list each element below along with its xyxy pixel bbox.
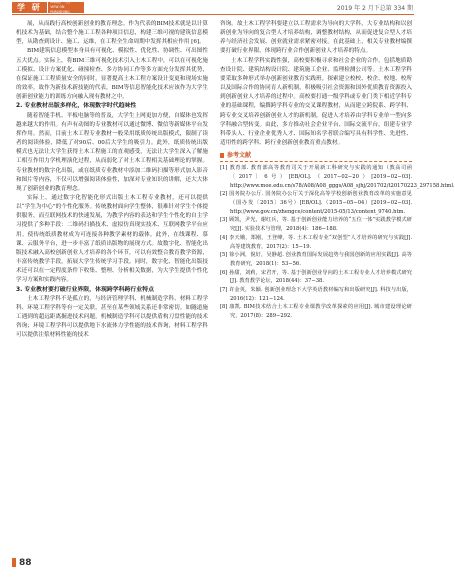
references-heading (220, 151, 412, 160)
references-list (220, 164, 455, 321)
references-marker-icon (220, 153, 224, 158)
references-section (220, 151, 455, 321)
page-header (0, 0, 427, 14)
body-paragraph: BIM建筑信息模型本身具有可视化、模拟性、优化性、协调性、可出图性五大优点。实际上，将BIM三维可视化技术引入土木工程中，可以在可视化施工模拟、设计方案优化、碰撞检查、多方协同工作等多方面充分发挥其优势，在保证施工工程质量安全的同时，显著提高土木工程方案设计变更和现场实施的效率。故作为新技术新技能的代表，BIM等信息智能化技术应该作为大学生创新创业能力的训练方向融入现有教材之中。 (16, 48, 208, 101)
page-number: 88 (19, 558, 32, 568)
right-column (220, 20, 455, 550)
body-paragraph: 土木工程学科实践性强，高校要积极寻求和社会企业的合作，包括地质勘查设计院、建筑结构设计院、建筑施工企业、监理检测公司等。土木工程学科要采取多种形式举办创新创业教育实践班。探索建立校校、校企、校地、校所以及国际合作的协同育人新机制，积极吸引社会资源和国外优质教育资源投入到创新创业人才培养的过程中。高校要打通一级学科或专业门类下相近学科专业的基础课程，编撰跨学科专业的交叉课程教材，从而建立跨院系、跨学科、跨专业交叉培养创新创业人才的新机制，促进人才培养由学科专业单一型向多学科融合型转变。由此，多方推动社会企业平台、国际交流平台，组建专业学科带头人、行业企业优秀人才、国际知名学者联合编写具有科学性、先进性、适用性的跨学科、跨行业创新创业教育重点教材。 (220, 57, 412, 147)
header-divider (12, 14, 414, 15)
reference-item: [2] 国务院办公厅. 国务院办公厅关于深化高等学校创新创业教育改革的实施意见（国办发〔2015〕36号）[EB/OL].（2015−05−04）[2019−02−03]. http://www.gov.cn/zhengce/content/2015-05/13/content_9740.htm. (220, 191, 412, 215)
magazine-logo (47, 0, 84, 15)
section-heading: 2. 专业教材出版多样化，体现数字时代趋味性 (16, 103, 137, 110)
body-paragraph: 土木工程学科不是孤立的，与经济管理学科、机械制造学科、材料工程学科、环境工程学科等有一定关联，甚至在某些领域关系还非常密切。如隧道施工遇到的超远距离掘进技术问题，机械制造学科可以提供盾构刀盘性能的技术咨询；环境工程学科可以提供地下水流体力学性能的技术咨询，材料工程学科可以提供注浆材料性能的技术 (16, 295, 208, 339)
references-rule (220, 161, 412, 162)
footer-marker (12, 558, 16, 567)
section-brand-bar (12, 2, 84, 13)
body-paragraph: 随着智能手机、平板电脑等的普及，大学生上网更加方便，自媒体也发挥越来越大的作用。有声有动图的专业教材可以通过微博、微信等新媒体平台发挥作用。然而，目前土木工程专业教材一般采用纸质传统出版模式，限制了读者的阅读体验，降低了对90后、00后大学生的吸引力。此外，纸质传统出版模式也无法让大学生获得土木工程施工的直观感受，无法让大学生深入了解施工相互作用力学机理演化过程，从而弱化了对土木工程相关基础理论的掌握。专业教材的数字化出版，或在纸质专业教材中添加二维码扫描等形式加入影音和图片等内容，不仅可以增强阅读体验性，加深对专业知识的讲解，还大大体现了创新创业的教育理念。 (16, 112, 208, 192)
magazine-name-cn: 出版广角 (50, 0, 71, 5)
body-paragraph: 实际上，通过数字化智能化形式出版土木工程专业教材，还可以提供以“学生为中心”的个性化服务。传统教材面向学生整体，很难针对学生个体提供服务，而互联网技术的快速发展，为教学内容的表达和学生个性化的自主学习提供了多种手段：二维码扫描技术、虚拟仿真现实技术、互联网教学平台应用。使传统纸质教材成为可连接各种教学素材的载体。此外，在线课程、慕课、云服务平台，进一步丰富了纸质出版物的展现方式。故数字化、智能化出版技术融入高校创新创业人才培养的各个环节，可以有效整合教育教学资源，丰富传统教学手段，拓展大学生传统学习手段。同时，数字化、智能化出版技术还可以在一定程度条件下收集、整理、分析相关数据，为大学生提供个性化学习方案和实践内容。 (16, 194, 208, 284)
reference-item: [5] 徐小洲，倪好，吴静超. 创业教育国际发展趋势与我国创新的应用实践[J]. 高等教育研究，2018(1)：53−56. (220, 252, 412, 267)
body-paragraph: 展，从而践行高校创新创业的教育理念。作为代表的BIM技术就是以计算机技术为基础，结合整个施工工程各种项目信息，构建三维可视的建筑信息模型，从勘查到设计、施工、运维，在工程全生命周期中发挥其相应作用 [6]。 (16, 21, 208, 46)
reference-item: [8] 康凯. BIM技术结合土木工程专业课教学改革探索的应用[J]. 城市建设理论研究，2017(8)：289−292. (220, 304, 412, 320)
body-paragraph: 咨询。故土木工程学科要建立以工程需求为导向的大学科，大专业结构和以创新创业为导向的复合型人才培养结构，调整教材结构，从而促进复合型人才培养与经济社会发展、创业就业需求紧密对接。在此基础上，相关专业教材编撰要打破行业界限，体现跨行业合作创新创业人才培养的特点。 (220, 21, 412, 55)
left-column (16, 20, 208, 550)
reference-item: [6] 孙甜，刘莉，宋君开，等. 基于创新创业导向的土木工程专业人才培养模式研究[J]. 教育教学论坛，2018(44)：37−38. (220, 269, 412, 285)
references-title: 参考文献 (227, 152, 252, 160)
reference-item: [3] 顾凯，尹光，谢红兵，等. 基于创新创业能力培养的“五位一体”实践教学模式研究[J]. 实验技术与管理，2018(4)：186−188. (220, 217, 412, 233)
section-label: 学 研 (17, 3, 42, 12)
reference-item: [4] 李天娥，郑刚，王登峰，等. 土木工程专业“双创型”人才培养的研究与实践[J]. 高等建筑教育，2017(2)：15−19. (220, 234, 412, 250)
reference-item: [7] 许金英，朱颖. 创新创业理念下大学英语教材编写和出版研究[J]. 科技与出版，2016(12)：121−124. (220, 287, 412, 302)
right-column-body (220, 20, 412, 148)
magazine-name-en: VIEW ON PUBLISHING (50, 5, 70, 14)
section-heading: 3. 专业教材要打破行业界限，体现跨学科跨行业特点 (16, 286, 154, 293)
reference-item: [1] 教育部. 教育部高等教育司关于开展新工科研究与实践的通知（教高司函〔2017〕6号）[EB/OL].（2017−02−20）[2019−02−03]. http://www.moe.edu.cn/s78/A08/A08_gggs/A08_sjhj/201702/t20170223_297158.html. (220, 165, 455, 189)
issue-info: 2019 年 2 月下总第 334 期 (336, 5, 413, 12)
